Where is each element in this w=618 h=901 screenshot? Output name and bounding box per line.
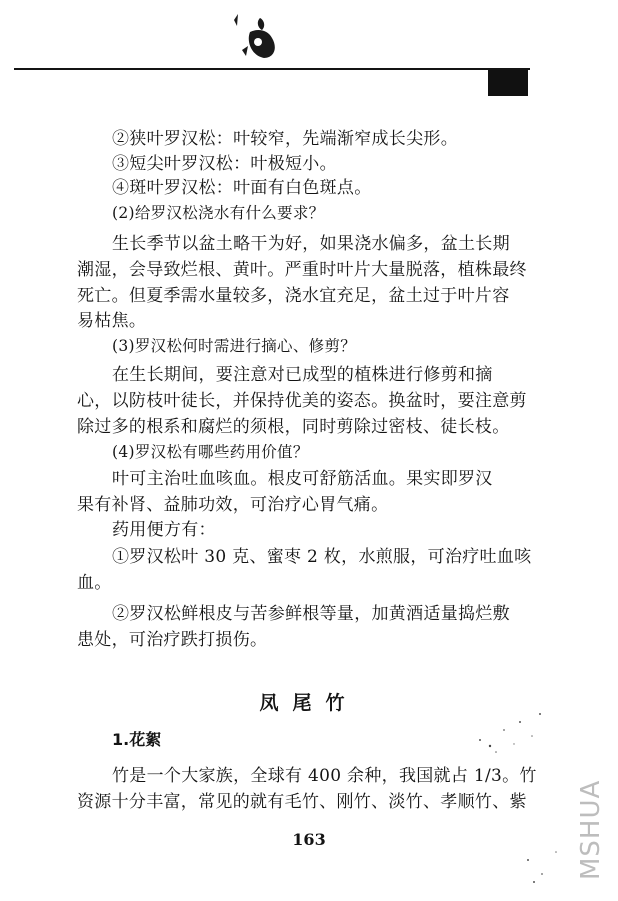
header-block xyxy=(488,70,528,96)
text-line: 药用便方有： xyxy=(112,520,216,540)
text-line: 易枯焦。 xyxy=(77,311,147,331)
scan-speckle xyxy=(520,840,580,890)
text-line: ②罗汉松鲜根皮与苦参鲜根等量，加黄酒适量捣烂敷 xyxy=(112,604,510,624)
section-title: 凤尾竹 xyxy=(259,692,359,714)
text-line: ④斑叶罗汉松：叶面有白色斑点。 xyxy=(112,178,372,198)
text-line: 潮湿，会导致烂根、黄叶。严重时叶片大量脱落，植株最终 xyxy=(77,260,527,280)
header-rule xyxy=(14,68,530,70)
text-line: 心，以防枝叶徒长，并保持优美的姿态。换盆时，要注意剪 xyxy=(77,391,527,411)
question-heading: (3)罗汉松何时需进行摘心、修剪？ xyxy=(112,337,357,355)
text-line: 资源十分丰富，常见的就有毛竹、刚竹、淡竹、孝顺竹、紫 xyxy=(77,792,527,812)
question-heading: (2)给罗汉松浇水有什么要求？ xyxy=(112,204,325,222)
question-heading: (4)罗汉松有哪些药用价值？ xyxy=(112,443,309,461)
text-line: ③短尖叶罗汉松：叶极短小。 xyxy=(112,154,337,174)
scan-speckle xyxy=(470,700,560,760)
text-line: ②狭叶罗汉松：叶较窄，先端渐窄成长尖形。 xyxy=(112,129,458,149)
text-line: 竹是一个大家族，全球有 400 余种，我国就占 1/3。竹 xyxy=(112,766,537,786)
text-line: 血。 xyxy=(77,573,112,593)
text-line: 除过多的根系和腐烂的须根，同时剪除过密枝、徒长枝。 xyxy=(77,417,510,437)
text-line: 患处，可治疗跌打损伤。 xyxy=(77,630,268,650)
text-line: ①罗汉松叶 30 克、蜜枣 2 枚，水煎服，可治疗吐血咳 xyxy=(112,547,532,567)
text-line: 叶可主治吐血咳血。根皮可舒筋活血。果实即罗汉 xyxy=(112,469,493,489)
text-line: 果有补肾、益肺功效，可治疗心胃气痛。 xyxy=(77,495,389,515)
page-number: 163 xyxy=(292,830,326,849)
text-line: 生长季节以盆土略干为好，如果浇水偏多，盆土长期 xyxy=(112,234,510,254)
subheading: 1.花絮 xyxy=(112,730,162,749)
watermark: MSHUA xyxy=(576,779,606,880)
header-ornament-icon xyxy=(228,12,288,64)
text-line: 在生长期间，要注意对已成型的植株进行修剪和摘 xyxy=(112,365,493,385)
text-line: 死亡。但夏季需水量较多，浇水宜充足，盆土过于叶片容 xyxy=(77,286,510,306)
